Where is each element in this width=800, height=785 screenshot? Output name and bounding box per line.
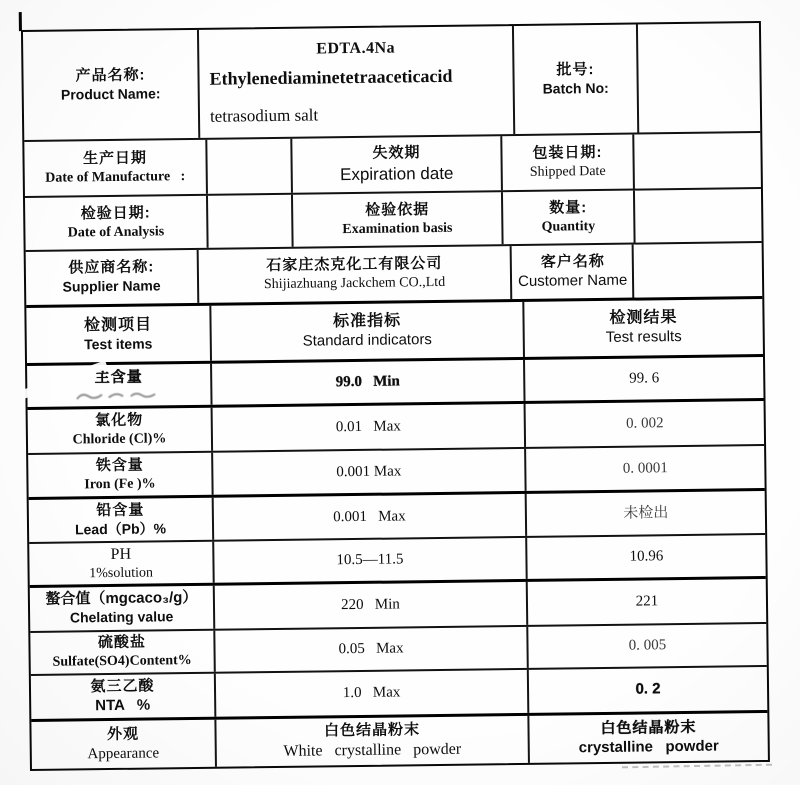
supplier-name-zh: 石家庄杰克化工有限公司 (266, 255, 443, 275)
quantity-label (501, 191, 634, 245)
test-row-appearance (31, 710, 768, 769)
header-test-items (26, 306, 210, 363)
header-results (522, 299, 763, 357)
test-name-appearance (31, 720, 215, 769)
test-standard: 99.0 Min (210, 360, 523, 405)
test-standard: 0.05 Max (213, 627, 526, 672)
product-code: EDTA.4Na (316, 39, 396, 58)
expiration-date-label-en: Expiration date (339, 163, 454, 184)
test-name-iron (28, 453, 211, 497)
examination-basis-label-en: Examination basis (342, 220, 453, 237)
test-row-nta (31, 665, 767, 719)
test-row-chloride (28, 398, 765, 453)
test-name-en: Appearance (87, 744, 160, 762)
test-row-main-content (27, 354, 763, 407)
test-table-header (26, 296, 763, 363)
product-name-value (197, 26, 513, 138)
coa-sheet (21, 21, 770, 771)
scan-artifact (19, 12, 22, 31)
product-chem-name: Ethylenediaminetetraaceticacid (209, 65, 453, 89)
test-name-en: Iron (Fe )% (84, 476, 156, 492)
manufacture-date-label (24, 140, 206, 196)
header-standard-zh: 标准指标 (332, 312, 402, 331)
shipped-date-label-en: Shipped Date (529, 163, 606, 180)
test-name-zh: 外观 (106, 725, 140, 743)
test-name-zh: 铅含量 (96, 501, 145, 520)
batch-no-label-zh: 批号: (556, 60, 595, 79)
test-name-zh: 主含量 (94, 368, 143, 387)
product-name-label (23, 30, 198, 140)
supplier-name-label-en: Supplier Name (62, 277, 161, 295)
standard-zh: 白色结晶粉末 (323, 721, 421, 740)
test-name-en: Lead（Pb）% (74, 519, 167, 538)
test-result-appearance (527, 713, 768, 763)
test-result: 0. 2 (527, 667, 768, 713)
quantity-value (633, 189, 762, 243)
test-name-zh: 硫酸盐 (97, 633, 147, 652)
batch-no-value (636, 23, 760, 132)
result-en: crystalline powder (578, 737, 719, 756)
dates-row-2 (25, 187, 762, 250)
quantity-label-zh: 数量: (549, 199, 588, 217)
test-name-en: Chelating value (69, 608, 174, 626)
header-standard-en: Standard indicators (302, 331, 432, 350)
test-standard: 0.001 Max (211, 449, 524, 495)
batch-no-label-en: Batch No: (542, 79, 609, 97)
dates-row-1 (24, 131, 761, 196)
analysis-date-value (206, 195, 292, 248)
test-name-en: Chloride (Cl)% (72, 431, 167, 448)
test-standard-appearance (214, 716, 528, 767)
supplier-name-label (26, 250, 198, 305)
shipped-date-label (500, 135, 633, 191)
standard-en: White crystalline powder (283, 740, 462, 760)
customer-name-value (632, 243, 763, 298)
test-name-zh: 氯化物 (95, 411, 144, 430)
result-zh: 白色结晶粉末 (600, 718, 697, 737)
test-result: 0. 002 (524, 401, 765, 447)
illegible-smudge (73, 388, 165, 402)
header-standard (209, 302, 523, 361)
batch-no-label (512, 25, 637, 135)
header-results-en: Test results (605, 328, 682, 347)
product-name-label-en: Product Name: (60, 84, 161, 103)
test-name-en: NTA % (95, 696, 151, 714)
supplier-name-label-zh: 供应商名称: (68, 258, 155, 277)
expiration-date-label (290, 136, 501, 193)
scan-artifact (622, 764, 772, 769)
analysis-date-label (25, 196, 207, 250)
quantity-label-en: Quantity (541, 218, 596, 235)
header-results-zh: 检测结果 (609, 309, 678, 328)
test-name-sulfate (30, 631, 213, 674)
test-name-zh: 铁含量 (95, 456, 144, 475)
examination-basis-label-zh: 检验依据 (365, 200, 430, 219)
analysis-date-label-zh: 检验日期: (80, 204, 151, 223)
test-row-iron (28, 444, 764, 497)
test-row-ph (29, 533, 765, 585)
test-result: 0. 0001 (524, 446, 764, 491)
customer-name-label (510, 245, 633, 299)
shipped-date-label-zh: 包装日期: (532, 143, 603, 162)
test-standard: 220 Min (213, 582, 527, 629)
test-standard: 1.0 Max (214, 670, 528, 717)
supplier-name-en: Shijiazhuang Jackchem CO.,Ltd (263, 275, 446, 293)
product-row (23, 23, 760, 140)
test-result: 221 (526, 579, 767, 625)
test-standard: 0.01 Max (211, 404, 525, 451)
customer-name-label-zh: 客户名称 (540, 252, 605, 271)
shipped-date-value (632, 133, 761, 189)
test-result: 10.96 (525, 535, 765, 579)
test-result: 99. 6 (523, 357, 763, 401)
test-name-lead (29, 498, 212, 542)
test-standard: 10.5—11.5 (212, 538, 525, 583)
expiration-date-label-zh: 失效期 (372, 144, 421, 162)
customer-name-label-en: Customer Name (517, 271, 628, 290)
test-row-sulfate (30, 622, 766, 674)
product-salt-name: tetrasodium salt (209, 105, 319, 126)
test-row-chelating (30, 576, 767, 631)
test-name-zh: 氨三乙酸 (90, 677, 155, 696)
coa-table (21, 21, 770, 771)
manufacture-date-label-zh: 生产日期 (82, 149, 148, 168)
test-result: 未检出 (525, 491, 765, 536)
test-name-ph (29, 542, 212, 585)
header-test-items-en: Test items (84, 335, 153, 353)
test-name-zh: PH (110, 545, 132, 563)
manufacture-date-label-en: Date of Manufacture : (45, 168, 186, 186)
test-name-chelating (30, 586, 214, 631)
supplier-row (26, 241, 763, 305)
examination-basis-label (291, 192, 502, 247)
analysis-date-label-en: Date of Analysis (67, 223, 165, 241)
header-test-items-zh: 检测项目 (83, 316, 153, 335)
test-result: 0. 005 (526, 624, 766, 668)
test-name-en: Sulfate(SO4)Content% (52, 653, 192, 670)
manufacture-date-value (205, 139, 291, 194)
test-name-chloride (28, 408, 212, 453)
supplier-name-value (197, 246, 511, 303)
test-name-en: 1%solution (89, 565, 154, 582)
test-name-zh: 螯合值（mgcaco₃/g） (45, 589, 198, 609)
test-row-lead (29, 488, 765, 542)
test-standard: 0.001 Max (212, 494, 525, 540)
product-name-label-zh: 产品名称: (75, 66, 146, 85)
test-name-nta (31, 674, 215, 719)
